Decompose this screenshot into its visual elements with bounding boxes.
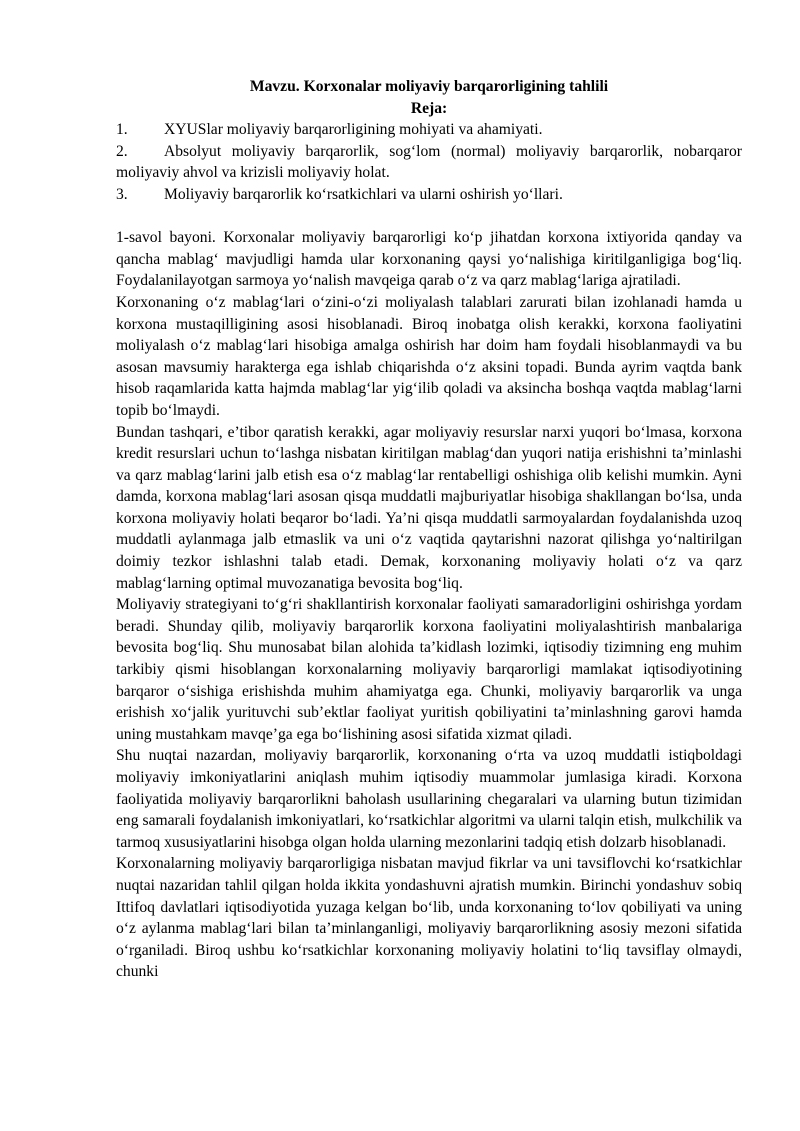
- body-paragraph: Korxonaning o‘z mablag‘lari o‘zini-o‘zi moliyalash talablari zarurati bilan izohlanadi hamda u korxona mustaqilligining asosi hisoblanadi. Biroq inobatga olish kerakki, korxona faoliyatini moliyalash o‘z mablag‘lari hisobiga amalga oshirish har doim ham foydali hisoblanmaydi va bu asosan mavsumiy harakterga ega ishlab chiqarishda o‘z aksini topadi. Bunda ayrim vaqtda bank hisob raqamlarida katta hajmda mablag‘lar yig‘ilib qoladi va aksincha boshqa vaqtda mablag‘larni topib bo‘lmaydi.: [116, 293, 742, 419]
- body-paragraph: 1-savol bayoni. Korxonalar moliyaviy barqarorligi ko‘p jihatdan korxona ixtiyorida qanday va qancha mablag‘ mavjudligi hamda ular korxonaning qaysi yo‘nalishiga kiritilganligiga bog‘liq. Foydalanilayotgan sarmoya yo‘nalish mavqeiga qarab o‘z va qarz mablag‘lariga ajratiladi.: [116, 229, 742, 290]
- blank-line: [116, 206, 742, 228]
- plan-list: [116, 119, 742, 205]
- body-paragraph: Moliyaviy strategiyani to‘g‘ri shakllantirish korxonalar faoliyati samaradorligini oshirishga yordam beradi. Shunday qilib, moliyaviy barqarorlik korxona faoliyatini moliyalashtirish manbalariga bevosita bog‘liq. Shu munosabat bilan alohida ta’kidlash lozimki, iqtisodiy tizimning eng muhim tarkibiy qismi hisoblangan korxonalarning moliyaviy barqarorligi mamlakat iqtisodiyotining barqaror o‘sishiga erishishda muhim ahamiyatga ega. Chunki, moliyaviy barqarorlik va unga erishish xo‘jalik yurituvchi sub’ektlar faoliyat yuritish qobiliyatini ta’minlashning garovi hamda uning mustahkam mavqe’ga ega bo‘lishining asosi sifatida xizmat qiladi.: [116, 596, 742, 743]
- document-page: [116, 76, 742, 983]
- body-paragraph: Bundan tashqari, e’tibor qaratish kerakki, agar moliyaviy resurslar narxi yuqori bo‘lmasa, korxona kredit resurslari uchun to‘lashga nisbatan kiritilgan mablag‘dan yuqori natija erishishni ta’minlashi va qarz mablag‘larini jalb etish esa o‘z mablag‘lar rentabelligi oshishiga olib kelishi mumkin. Ayni damda, korxona mablag‘lari asosan qisqa muddatli majburiyatlar hisobiga shakllangan bo‘lsa, unda korxona moliyaviy holati beqaror bo‘ladi. Ya’ni qisqa muddatli sarmoyalardan foydalanishda uzoq muddatli aylanmaga jalb etmaslik va uni o‘z vaqtida qaytarishni nazorat qilishga yo‘naltirilgan doimiy tezkor ishlashni talab etadi. Demak, korxonaning moliyaviy holati o‘z va qarz mablag‘larning optimal muvozanatiga bevosita bog‘liq.: [116, 423, 742, 592]
- plan-item: [116, 119, 742, 141]
- body-paragraph: Shu nuqtai nazardan, moliyaviy barqarorlik, korxonaning o‘rta va uzoq muddatli istiqboldagi moliyaviy imkoniyatlarini aniqlash muhim iqtisodiy muammolar jumlasiga kiradi. Korxona faoliyatida moliyaviy barqarorlikni baholash usullarining chegaralari va ularning butun tizimidan eng samarali foydalanish imkoniyatlari, ko‘rsatkichlar algoritmi va ularni talqin etish, mulkchilik va tarmoq xususiyatlarini hisobga olgan holda ularning mezonlarini tadqiq etish dolzarb hisoblanadi.: [116, 747, 742, 851]
- plan-item-text: Absolyut moliyaviy barqarorlik, sog‘lom (normal) moliyaviy barqarorlik, nobarqaror moliyaviy ahvol va krizisli moliyaviy holat.: [116, 142, 742, 182]
- plan-item-text: XYUSlar moliyaviy barqarorligining mohiyati va ahamiyati.: [164, 121, 543, 139]
- plan-item: [116, 141, 742, 184]
- plan-heading: Reja:: [410, 99, 448, 117]
- plan-item-number: 1.: [116, 121, 128, 139]
- plan-item-text: Moliyaviy barqarorlik ko‘rsatkichlari va ularni oshirish yo‘llari.: [164, 185, 563, 203]
- plan-item-number: 3.: [116, 185, 128, 203]
- body-paragraph: Korxonalarning moliyaviy barqarorligiga nisbatan mavjud fikrlar va uni tavsiflovchi ko‘rsatkichlar nuqtai nazaridan tahlil qilgan holda ikkita yondashuvni ajratish mumkin. Birinchi yondashuv sobiq Ittifoq davlatlari iqtisodiyotida yuzaga kelgan bo‘lib, unda korxonaning to‘lov qobiliyati va uning o‘z aylanma mablag‘lari bilan ta’minlanganligi, moliyaviy barqarorlikning asosiy mezoni sifatida o‘rganiladi. Biroq ushbu ko‘rsatkichlar korxonaning moliyaviy holatini to‘liq tavsiflay olmaydi, chunki: [116, 855, 742, 981]
- plan-item: [116, 184, 742, 206]
- plan-item-number: 2.: [116, 142, 128, 160]
- document-title: Mavzu. Korxonalar moliyaviy barqarorligining tahlili: [249, 78, 609, 95]
